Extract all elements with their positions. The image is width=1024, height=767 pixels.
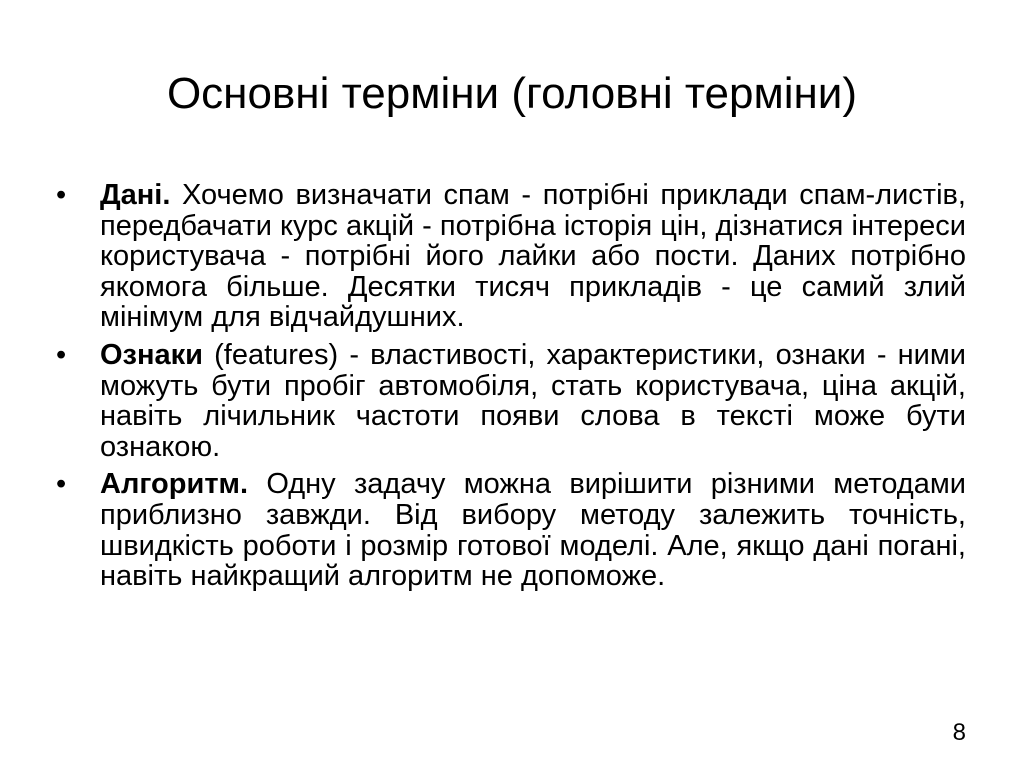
bullet-dot-icon: • xyxy=(56,468,67,501)
page-number: 8 xyxy=(952,719,966,746)
bullet-text: Одну задачу можна вирішити різними методами приблизно завжди. Від вибору методу залежить точність, швидкість роботи і розмір готової моделі. Але, якщо дані погані, навіть найкращий алгоритм не допоможе. xyxy=(100,468,966,593)
bullet-text: Хочемо визначати спам - потрібні приклади спам-листів, передбачати курс акцій - потрібна історія цін, дізнатися інтереси користувача - потрібні його лайки або пости. Даних потрібно якомога більше. Десятки тисяч прикладів - це самий злий мінімум для відчайдушних. xyxy=(100,179,966,334)
bullet-term: Дані. xyxy=(100,179,171,211)
bullet-dot-icon: • xyxy=(56,179,67,211)
slide-title: Основні терміни (головні терміни) xyxy=(166,69,858,118)
bullet-item-algorithm xyxy=(56,469,966,591)
bullet-list xyxy=(56,180,966,599)
bullet-term: Алгоритм. xyxy=(100,468,249,501)
bullet-item-features xyxy=(56,340,966,462)
bullet-term: Ознаки xyxy=(100,338,203,371)
bullet-dot-icon: • xyxy=(56,338,67,371)
bullet-item-data xyxy=(56,180,966,333)
bullet-text: (features) - властивості, характеристики, ознаки - ними можуть бути пробіг автомобіля, стать користувача, ціна акцій, навіть лічильник частоти появи слова в тексті може бути ознакою. xyxy=(100,338,966,463)
